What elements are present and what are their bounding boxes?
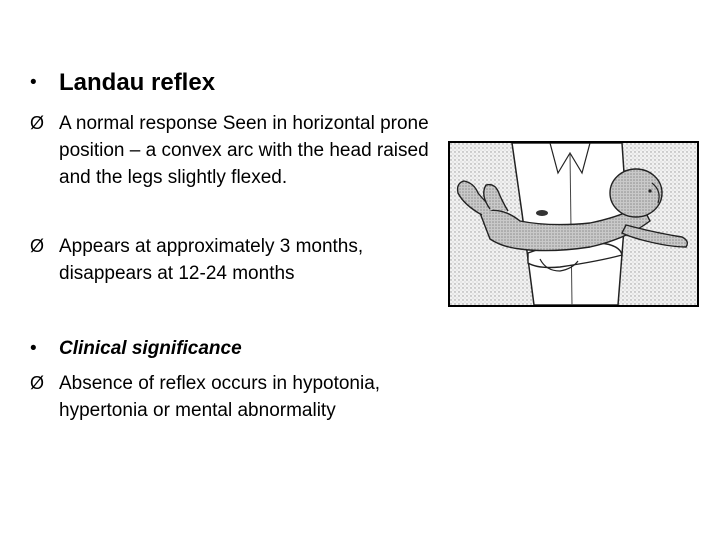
point-text: Absence of reflex occurs in hypotonia, hypertonia or mental abnormality — [59, 373, 381, 421]
landau-reflex-figure — [448, 141, 699, 307]
point-text: Appears at approximately 3 months, disappears at 12-24 months — [59, 236, 364, 284]
slide-title: Landau reflex — [59, 69, 216, 96]
point-normal-response — [30, 110, 450, 191]
arrow-bullet-icon: Ø — [30, 113, 45, 133]
bullet-icon: • — [30, 72, 37, 93]
point-absence — [30, 370, 450, 424]
infant-landau-reflex-illustration-icon — [450, 143, 697, 305]
point-appearance — [30, 233, 450, 287]
bullet-icon: • — [30, 338, 37, 359]
arrow-bullet-icon: Ø — [30, 236, 45, 256]
arrow-bullet-icon: Ø — [30, 373, 45, 393]
title-line — [30, 69, 450, 96]
significance-line — [30, 335, 450, 362]
significance-heading: Clinical significance — [59, 338, 242, 359]
point-text: A normal response Seen in horizontal prone position – a convex arc with the head raised and the legs slightly flexed. — [59, 113, 429, 188]
